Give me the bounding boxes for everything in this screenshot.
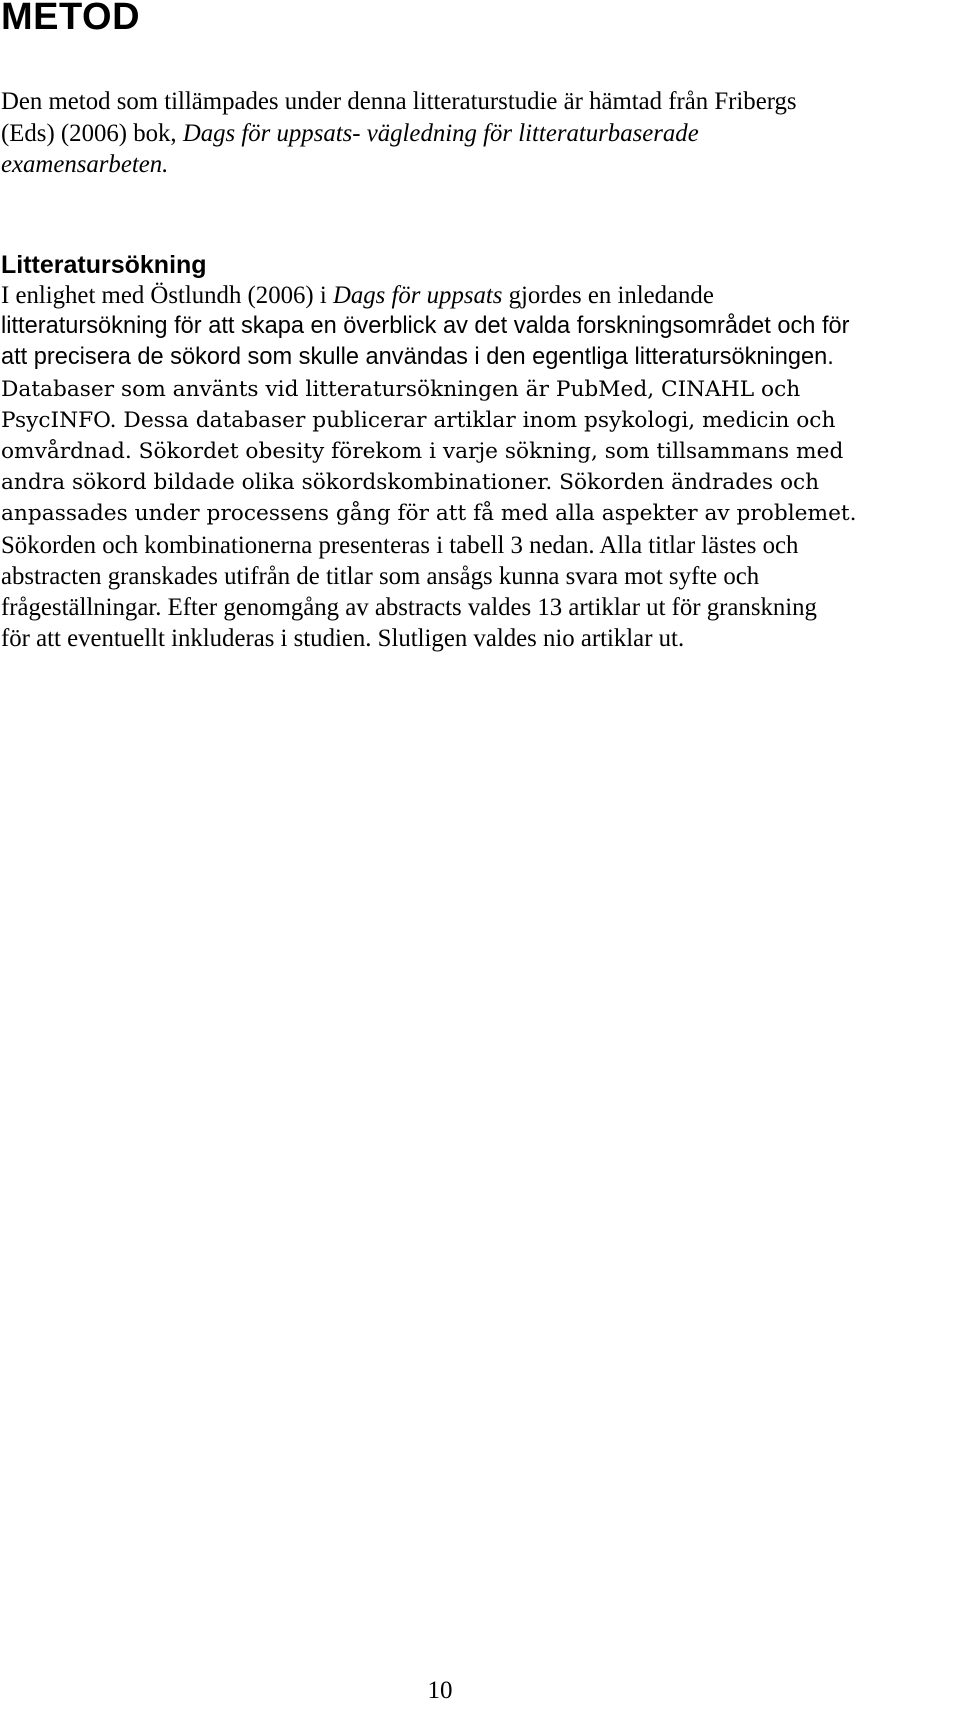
page-number: 10 — [427, 1677, 453, 1704]
paragraph-line: omvårdnad. Sökordet obesity förekom i varje sökning, som tillsammans med — [1, 438, 844, 464]
paragraph-line: anpassades under processens gång för att få med alla aspekter av problemet. — [1, 501, 857, 527]
section-heading: Litteratursökning — [1, 251, 207, 279]
paragraph-line: att precisera de sökord som skulle användas i den egentliga litteratursökningen. — [1, 344, 834, 371]
paragraph-line: abstracten granskades utifrån de titlar som ansågs kunna svara mot syfte och — [1, 562, 760, 590]
paragraph-text: I enlighet med Östlundh (2006) i — [1, 282, 333, 309]
paragraph-line: andra sökord bildade olika sökordskombinationer. Sökorden ändrades och — [1, 470, 820, 496]
intro-line-2-start: (Eds) (2006) bok, — [1, 119, 183, 147]
paragraph-line: frågeställningar. Efter genomgång av abstracts valdes 13 artiklar ut för granskning — [1, 593, 817, 621]
paragraph-line: PsycINFO. Dessa databaser publicerar artiklar inom psykologi, medicin och — [1, 407, 836, 433]
paragraph-line: litteratursökning för att skapa en överblick av det valda forskningsområdet och för — [1, 313, 850, 340]
book-title-italic: Dags för uppsats- vägledning för litteraturbaserade — [182, 119, 699, 147]
paragraph-line: Databaser som använts vid litteratursökningen är PubMed, CINAHL och — [1, 376, 801, 402]
paragraph-text: gjordes en inledande — [502, 282, 714, 309]
section-paragraph — [1, 280, 946, 654]
intro-line-1: Den metod som tillämpades under denna litteraturstudie är hämtad från Fribergs — [1, 88, 797, 115]
paragraph-line: Sökorden och kombinationerna presenteras i tabell 3 nedan. Alla titlar lästes och — [1, 531, 799, 559]
paragraph-line — [1, 280, 946, 311]
book-title-italic: Dags för uppsats — [332, 282, 503, 309]
paragraph-line: för att eventuellt inkluderas i studien. Slutligen valdes nio artiklar ut. — [1, 625, 685, 653]
book-title-italic-continued: examensarbeten. — [1, 151, 169, 178]
page-title: METOD — [1, 0, 141, 38]
intro-paragraph — [1, 86, 941, 181]
